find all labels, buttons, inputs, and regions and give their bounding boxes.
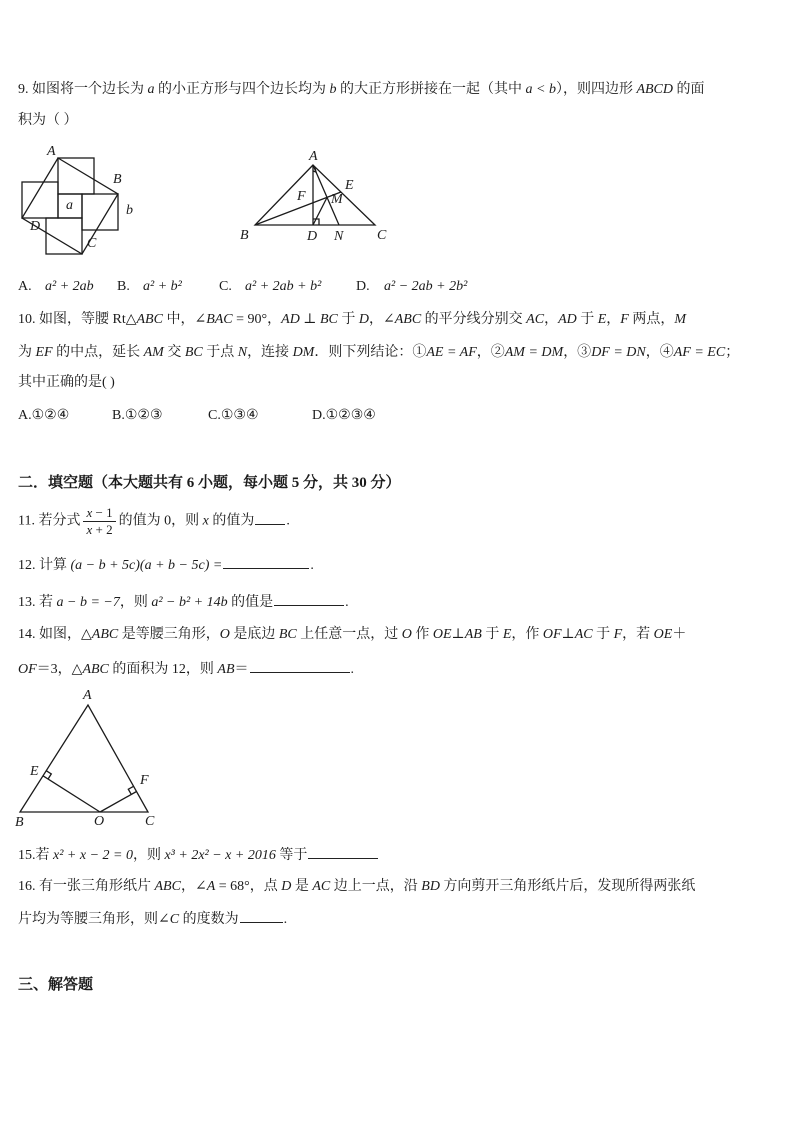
q10-option-c: C.①③④ — [208, 408, 259, 423]
q10-math: DM — [292, 345, 315, 360]
q16-text: 片均为等腰三角形，则∠ — [18, 912, 170, 927]
q11-line — [18, 506, 290, 537]
q10-math: BC — [184, 345, 203, 360]
q16-math: D — [281, 879, 292, 894]
q13-line — [18, 592, 349, 613]
q15-text: 等于 — [275, 848, 308, 863]
q11-text: 的值为 — [208, 513, 255, 529]
q15-math: x² + x − 2 = 0 — [53, 848, 133, 863]
q10-text: ， — [544, 312, 559, 327]
q10-text: 中，∠ — [162, 312, 207, 327]
q9-text: 的小正方形与四个边长均为 — [154, 82, 330, 97]
q16-math: ABC — [154, 879, 181, 894]
q12-text: 12. 计算 — [18, 558, 71, 573]
q10-math: AM = DM — [504, 345, 564, 360]
triangle-abc — [255, 165, 375, 225]
q9-option-d — [356, 277, 370, 297]
q10-math: BAC — [206, 312, 233, 327]
q16-text: 16. 有一张三角形纸片 — [18, 879, 155, 894]
q14-math: O — [401, 627, 412, 642]
fraction-numerator — [83, 506, 115, 522]
q9-text: 积为（ ） — [18, 113, 78, 128]
q12-math: (a − b + 5c)(a + b − 5c) = — [70, 558, 223, 573]
q11-text: − 1 — [92, 505, 113, 520]
q9-text: 的大正方形拼接在一起（其中 — [336, 82, 526, 97]
q10-math: AD — [558, 312, 577, 327]
q12-line — [18, 555, 314, 576]
q14-text: 于 — [592, 627, 614, 642]
q9-math: a < b — [525, 82, 556, 97]
q9-math: a — [147, 82, 155, 97]
q13-math: a² − b² + 14b — [151, 595, 228, 610]
q9-line-1 — [18, 80, 705, 100]
q10-label-m: M — [331, 192, 343, 207]
q10-math: D — [358, 312, 369, 327]
q9-math: b — [329, 82, 337, 97]
q15-text: ，则 — [132, 848, 165, 863]
q10-text: 于 — [337, 312, 359, 327]
q11-math: x — [202, 513, 209, 529]
q16-math: AC — [312, 879, 331, 894]
q10-text: 10. 如图，等腰 Rt△ — [18, 312, 137, 327]
option-key: C. — [219, 279, 232, 294]
q9-squares-figure — [10, 140, 160, 265]
q9-option-c — [219, 277, 232, 297]
q16-line-2 — [18, 909, 287, 930]
q16-line-1 — [18, 877, 695, 897]
q14-math: AB — [217, 662, 235, 677]
q14-text: 是等腰三角形， — [118, 627, 220, 642]
q9-label-d-point: D — [30, 219, 41, 234]
q9-option-a — [18, 277, 32, 297]
line-of — [100, 792, 137, 813]
q14-math: ABC — [91, 627, 119, 642]
q14-text: ＝ — [234, 662, 249, 677]
q10-math: AC — [526, 312, 545, 327]
q10-text: 为 — [18, 345, 36, 360]
q15-answer-blank[interactable] — [308, 845, 378, 859]
q16-answer-blank[interactable] — [240, 909, 283, 923]
q10-text: ， — [606, 312, 621, 327]
q10-option-d: D.①②③④ — [312, 408, 376, 423]
q10-option-b: B.①②③ — [112, 408, 163, 423]
option-key: D. — [356, 279, 370, 294]
q10-text: 的中点，延长 — [52, 345, 144, 360]
q10-text: ．则下列结论：① — [314, 345, 427, 360]
q14-math: OF — [18, 662, 37, 677]
q10-text: 其中正确的是( ) — [18, 375, 115, 390]
q14-text: 上任意一点，过 — [296, 627, 402, 642]
q11-text: 的值为 0，则 — [118, 513, 203, 529]
q10-label-n: N — [334, 229, 344, 244]
q14-text: ＋ — [672, 627, 687, 642]
q14-math: E — [502, 627, 512, 642]
q14-label-b: B — [15, 815, 24, 830]
q9-option-b — [117, 277, 130, 297]
q10-math: ABC — [136, 312, 163, 327]
q16-text: ，∠ — [180, 879, 207, 894]
q16-math: A — [206, 879, 216, 894]
q10-math: EF — [35, 345, 53, 360]
q14-text: ，若 — [622, 627, 654, 642]
q10-text: ，③ — [563, 345, 592, 360]
q9-option-d-expr: a² − 2ab + 2b² — [384, 279, 468, 294]
q15-line — [18, 845, 379, 866]
q10-text: ； — [725, 345, 740, 360]
q10-text: = 90°， — [232, 312, 282, 327]
q9-option-c-expr: a² + 2ab + b² — [245, 279, 322, 294]
q14-text: 是底边 — [229, 627, 279, 642]
q13-text: . — [345, 595, 349, 610]
q13-math: a − b = −7 — [56, 595, 120, 610]
q15-text: 15.若 — [18, 848, 53, 863]
q13-text: 的值是 — [227, 595, 274, 610]
q14-answer-blank[interactable] — [250, 659, 350, 673]
q9-math: ABCD — [636, 82, 674, 97]
q9-label-a-point: A — [47, 144, 56, 159]
q9-text: ），则四边形 — [555, 82, 637, 97]
q10-line-2 — [18, 343, 739, 363]
q10-text: ，② — [476, 345, 505, 360]
option-key: A. — [18, 279, 32, 294]
q16-math: C — [169, 912, 180, 927]
q14-text: 14. 如图，△ — [18, 627, 92, 642]
q16-text: 的度数为 — [179, 912, 239, 927]
q10-math: E — [597, 312, 607, 327]
q10-math: DF = DN — [591, 345, 646, 360]
q10-label-e: E — [345, 178, 354, 193]
q14-line-2 — [18, 659, 354, 680]
q11-text: . — [286, 513, 290, 529]
q14-label-e: E — [30, 764, 39, 779]
q13-text: 13. 若 — [18, 595, 57, 610]
q16-text: 是 — [291, 879, 313, 894]
q10-math: M — [674, 312, 687, 327]
q16-text: 方向剪开三角形纸片后，发现所得两张纸 — [439, 879, 696, 894]
q10-text: ，连接 — [247, 345, 293, 360]
q10-text: 交 — [163, 345, 185, 360]
q14-math: BC — [278, 627, 297, 642]
q14-math: O — [219, 627, 230, 642]
q14-math: F — [613, 627, 623, 642]
section-2-title: 二．填空题（本大题共有 6 小题，每小题 5 分，共 30 分） — [18, 475, 401, 491]
q10-math: N — [237, 345, 248, 360]
q10-math: F — [620, 312, 629, 327]
q16-text: 边上一点，沿 — [330, 879, 422, 894]
q15-math: x³ + 2x² − x + 2016 — [164, 848, 276, 863]
q11-text: + 2 — [92, 522, 113, 537]
q14-label-a: A — [83, 688, 92, 703]
q10-label-f: F — [297, 189, 306, 204]
q14-label-o: O — [94, 814, 105, 829]
q16-text: . — [283, 912, 288, 927]
q11-answer-blank[interactable] — [255, 511, 285, 525]
q12-text: . — [310, 558, 314, 573]
q14-text: . — [350, 662, 355, 677]
q11-math: x — [86, 505, 93, 520]
q9-option-a-expr: a² + 2ab — [45, 279, 94, 294]
q13-text: ，则 — [119, 595, 152, 610]
q10-math: AF = EC — [673, 345, 726, 360]
q10-label-c: C — [377, 228, 387, 243]
q9-line-2 — [18, 111, 78, 131]
fraction-denominator — [83, 522, 115, 537]
q10-line-1 — [18, 310, 686, 330]
q9-label-b-point: B — [113, 172, 122, 187]
q14-math: OF⊥AC — [542, 627, 593, 642]
q10-option-a: A.①②④ — [18, 408, 70, 423]
q10-text: ，∠ — [368, 312, 395, 327]
q10-label-d: D — [307, 229, 318, 244]
q10-text: 于 — [576, 312, 598, 327]
q10-text: 于点 — [202, 345, 238, 360]
q14-text: ，作 — [511, 627, 543, 642]
q14-label-f: F — [140, 773, 149, 788]
q14-text: 作 — [411, 627, 433, 642]
q14-triangle-figure — [5, 685, 175, 825]
q9-option-b-expr: a² + b² — [143, 279, 182, 294]
q9-text: 的面 — [673, 82, 705, 97]
q10-text: ，④ — [645, 345, 674, 360]
q13-answer-blank[interactable] — [274, 592, 344, 606]
q10-text: 的平分线分别交 — [421, 312, 527, 327]
q10-math: AE = AF — [426, 345, 477, 360]
q9-text: 9. 如图将一个边长为 — [18, 82, 148, 97]
q14-text: 于 — [481, 627, 503, 642]
q11-math: x — [86, 522, 93, 537]
q14-label-c: C — [145, 814, 155, 829]
q14-text: 的面积为 12，则 — [108, 662, 218, 677]
q14-math: ABC — [82, 662, 109, 677]
q16-math: BD — [421, 879, 440, 894]
q10-text: 两点， — [628, 312, 675, 327]
q9-label-small-side: a — [66, 198, 73, 213]
option-key: B. — [117, 279, 130, 294]
q14-math: OE⊥AB — [432, 627, 482, 642]
q10-line-3 — [18, 373, 115, 393]
q10-label-a: A — [309, 149, 318, 164]
section-3-title: 三、解答题 — [18, 977, 94, 993]
q10-math: AD ⊥ BC — [281, 312, 338, 327]
q14-line-1 — [18, 625, 686, 645]
q9-label-big-side: b — [126, 203, 133, 218]
q14-math: OE — [653, 627, 673, 642]
q14-text: ＝3，△ — [36, 662, 83, 677]
q10-label-b: B — [240, 228, 249, 243]
q16-text: = 68°，点 — [215, 879, 282, 894]
q11-fraction — [83, 506, 115, 537]
q10-math: AM — [143, 345, 164, 360]
q12-answer-blank[interactable] — [223, 555, 309, 569]
q11-text: 11. 若分式 — [18, 513, 81, 529]
q9-label-c-point: C — [87, 236, 97, 251]
line-oe — [43, 776, 100, 812]
q10-math: ABC — [394, 312, 422, 327]
